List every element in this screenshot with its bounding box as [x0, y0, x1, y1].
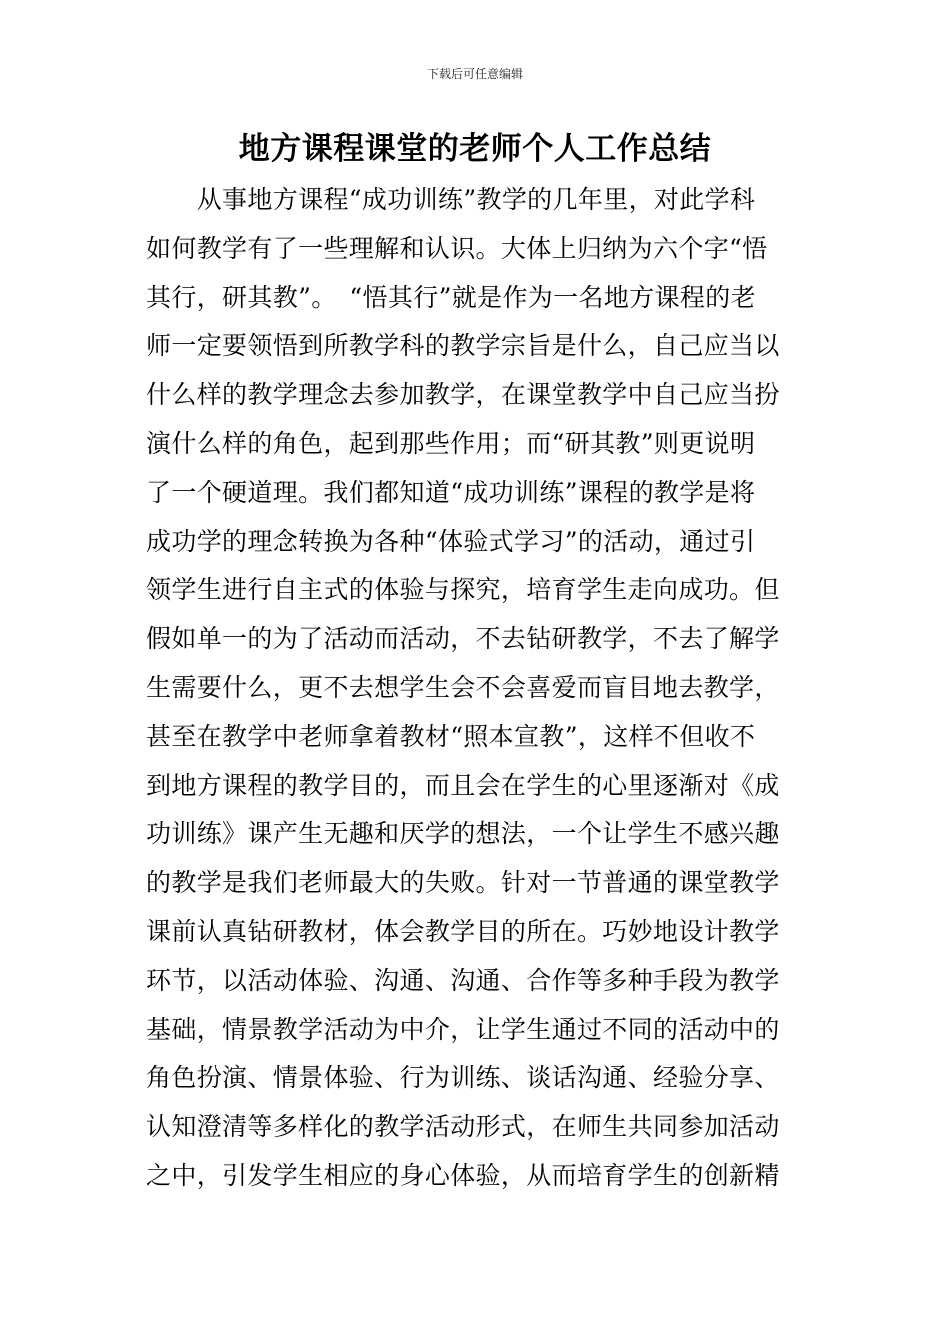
text-line: 师一定要领悟到所教学科的教学宗旨是什么，自己应当以: [146, 331, 780, 361]
text-line: 生需要什么，更不去想学生会不会喜爱而盲目地去教学，: [146, 672, 780, 702]
text-line: 角色扮演、情景体验、行为训练、谈话沟通、经验分享、: [146, 1063, 780, 1093]
text-line: 了一个硬道理。我们都知道“成功训练”课程的教学是将: [146, 477, 756, 507]
text-line: 甚至在教学中老师拿着教材“照本宣教”，这样不但收不: [146, 721, 756, 751]
text-line: 其行，研其教”。 “悟其行”就是作为一名地方课程的老: [146, 282, 756, 312]
text-line: 假如单一的为了活动而活动，不去钻研教学，不去了解学: [146, 624, 780, 654]
text-line: 演什么样的角色，起到那些作用；而“研其教”则更说明: [146, 428, 756, 458]
text-line: 课前认真钻研教材，体会教学目的所在。巧妙地设计教学: [146, 916, 780, 946]
text-line: 功训练》课产生无趣和厌学的想法，一个让学生不感兴趣: [146, 819, 780, 849]
text-line: 成功学的理念转换为各种“体验式学习”的活动，通过引: [146, 526, 756, 556]
text-line: 如何教学有了一些理解和认识。大体上归纳为六个字“悟: [146, 233, 768, 263]
text-line: 环节，以活动体验、沟通、沟通、合作等多种手段为教学: [146, 965, 780, 995]
text-line: 基础，情景教学活动为中介，让学生通过不同的活动中的: [146, 1014, 780, 1044]
text-line: 什么样的教学理念去参加教学，在课堂教学中自己应当扮: [146, 380, 780, 410]
text-line: 到地方课程的教学目的，而且会在学生的心里逐渐对《成: [146, 770, 780, 800]
document-title: 地方课程课堂的老师个人工作总结: [238, 131, 712, 167]
text-line: 认知澄清等多样化的教学活动形式，在师生共同参加活动: [146, 1112, 780, 1142]
text-line: 的教学是我们老师最大的失败。针对一节普通的课堂教学: [146, 868, 780, 898]
text-line: 从事地方课程“成功训练”教学的几年里，对此学科: [146, 185, 756, 214]
header-note: 下载后可任意编辑: [426, 67, 523, 81]
text-line: 领学生进行自主式的体验与探究，培育学生走向成功。但: [146, 575, 780, 605]
text-line: 之中，引发学生相应的身心体验，从而培育学生的创新精: [146, 1160, 780, 1190]
body-paragraph: [146, 176, 810, 1201]
